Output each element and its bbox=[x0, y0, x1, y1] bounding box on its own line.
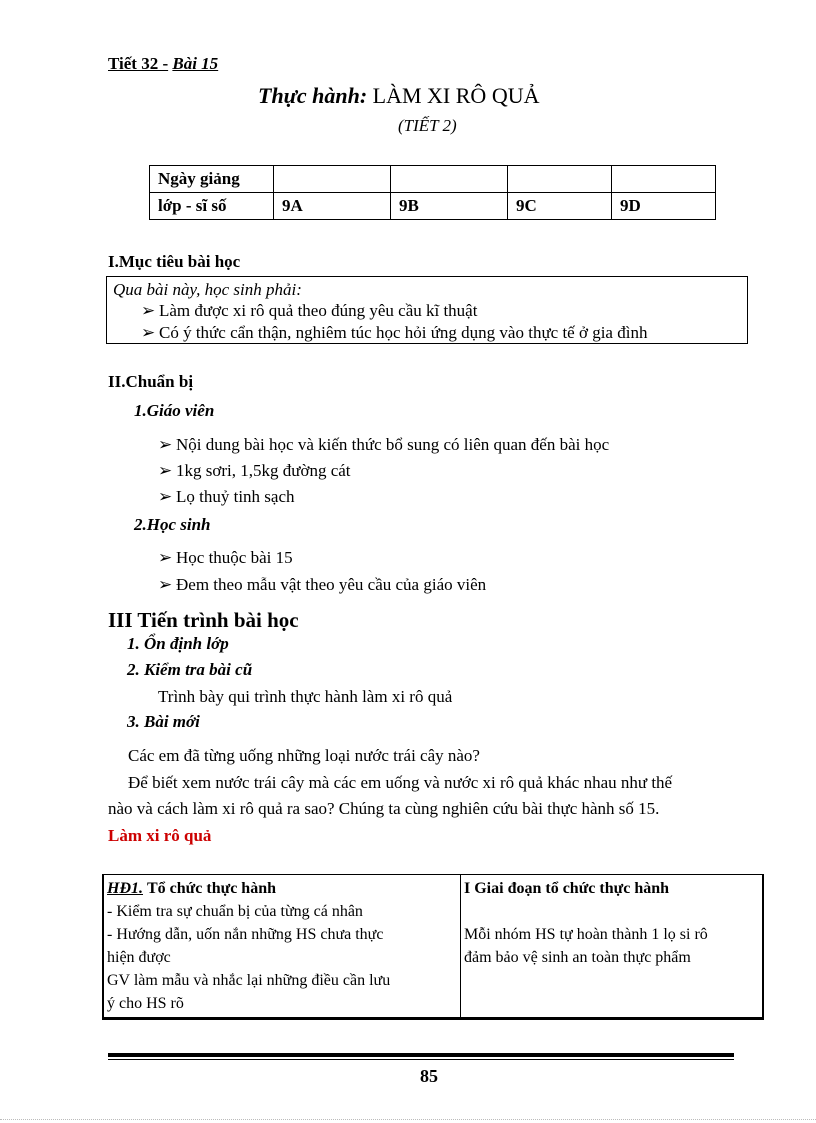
date-cell-9b bbox=[391, 166, 508, 193]
lesson-bai: Bài 15 bbox=[172, 54, 219, 73]
step2-heading: 2. Kiểm tra bài cũ bbox=[127, 660, 253, 679]
activity-table bbox=[102, 874, 764, 1020]
page-edge-divider bbox=[0, 1119, 816, 1120]
section1-heading: I.Mục tiêu bài học bbox=[108, 252, 241, 271]
activity-right-line: Mỗi nhóm HS tự hoàn thành 1 lọ si rô bbox=[464, 926, 708, 943]
arrow-bullet-icon: ➢ bbox=[158, 548, 173, 567]
objective-item: ➢ Làm được xi rô quả theo đúng yêu cầu kĩ thuật bbox=[141, 301, 478, 320]
activity-left-line: GV làm mẫu và nhắc lại những điều cần lưu bbox=[107, 972, 391, 989]
page-number: 85 bbox=[420, 1066, 438, 1086]
arrow-bullet-icon: ➢ bbox=[141, 301, 156, 320]
activity-left-line: - Kiểm tra sự chuẩn bị của từng cá nhân bbox=[107, 903, 363, 920]
arrow-bullet-icon: ➢ bbox=[158, 487, 173, 506]
class-label: lớp - sĩ số bbox=[150, 193, 274, 220]
student-item: ➢ Học thuộc bài 15 bbox=[158, 548, 293, 567]
footer-rule-thin bbox=[108, 1059, 734, 1060]
page-subtitle: (TIẾT 2) bbox=[398, 116, 457, 135]
intro-question: Các em đã từng uống những loại nước trái cây nào? bbox=[128, 746, 480, 765]
date-cell-9d bbox=[612, 166, 716, 193]
class-9b: 9B bbox=[391, 193, 508, 220]
step3-heading: 3. Bài mới bbox=[127, 712, 200, 731]
activity-right-line: đảm bảo vệ sinh an toàn thực phẩm bbox=[464, 949, 691, 966]
date-cell-9a bbox=[274, 166, 391, 193]
red-section-heading: Làm xi rô quả bbox=[108, 826, 212, 845]
schedule-row-date bbox=[150, 166, 716, 193]
intro-paragraph-line2: nào và cách làm xi rô quả ra sao? Chúng ta cùng nghiên cứu bài thực hành số 15. bbox=[108, 799, 660, 818]
teacher-item: ➢ Nội dung bài học và kiến thức bổ sung có liên quan đến bài học bbox=[158, 435, 610, 454]
date-label: Ngày giảng bbox=[150, 166, 274, 193]
teacher-item: ➢ 1kg sơri, 1,5kg đường cát bbox=[158, 461, 351, 480]
activity-right-cell bbox=[461, 875, 764, 1019]
arrow-bullet-icon: ➢ bbox=[158, 435, 173, 454]
teacher-heading: 1.Giáo viên bbox=[134, 401, 215, 420]
activity-right-title: I Giai đoạn tổ chức thực hành bbox=[464, 880, 670, 897]
arrow-bullet-icon: ➢ bbox=[158, 575, 173, 594]
section2-heading: II.Chuẩn bị bbox=[108, 372, 194, 391]
teacher-item: ➢ Lọ thuỷ tinh sạch bbox=[158, 487, 295, 506]
class-9c: 9C bbox=[508, 193, 612, 220]
date-cell-9c bbox=[508, 166, 612, 193]
step1-heading: 1. Ổn định lớp bbox=[127, 634, 229, 653]
activity-left-line: hiện được bbox=[107, 949, 171, 966]
activity-left-line: ý cho HS rõ bbox=[107, 995, 184, 1012]
section3-heading: III Tiến trình bài học bbox=[108, 608, 299, 632]
footer-rule-thick bbox=[108, 1053, 734, 1057]
intro-paragraph-line1: Để biết xem nước trái cây mà các em uống và nước xi rô quả khác nhau như thế bbox=[128, 773, 673, 792]
activity-left-title: HĐ1. Tổ chức thực hành bbox=[107, 880, 276, 897]
lesson-number: Tiết 32 - bbox=[108, 54, 169, 73]
page-title bbox=[258, 83, 539, 109]
lesson-header bbox=[108, 54, 218, 74]
title-main: LÀM XI RÔ QUẢ bbox=[372, 83, 540, 108]
arrow-bullet-icon: ➢ bbox=[158, 461, 173, 480]
student-heading: 2.Học sinh bbox=[134, 515, 211, 534]
objectives-intro: Qua bài này, học sinh phải: bbox=[113, 280, 302, 299]
class-9a: 9A bbox=[274, 193, 391, 220]
class-9d: 9D bbox=[612, 193, 716, 220]
arrow-bullet-icon: ➢ bbox=[141, 323, 156, 342]
activity-left-line: - Hướng dẫn, uốn nắn những HS chưa thực bbox=[107, 926, 384, 943]
step2-text: Trình bày qui trình thực hành làm xi rô quả bbox=[158, 687, 453, 706]
activity-left-cell bbox=[103, 875, 461, 1019]
student-item: ➢ Đem theo mẫu vật theo yêu cầu của giáo viên bbox=[158, 575, 487, 594]
objective-item: ➢ Có ý thức cẩn thận, nghiêm túc học hỏi ứng dụng vào thực tế ở gia đình bbox=[141, 323, 648, 342]
title-prefix: Thực hành: bbox=[258, 83, 368, 108]
schedule-table bbox=[149, 165, 716, 220]
schedule-row-class bbox=[150, 193, 716, 220]
objectives-box bbox=[106, 276, 748, 344]
